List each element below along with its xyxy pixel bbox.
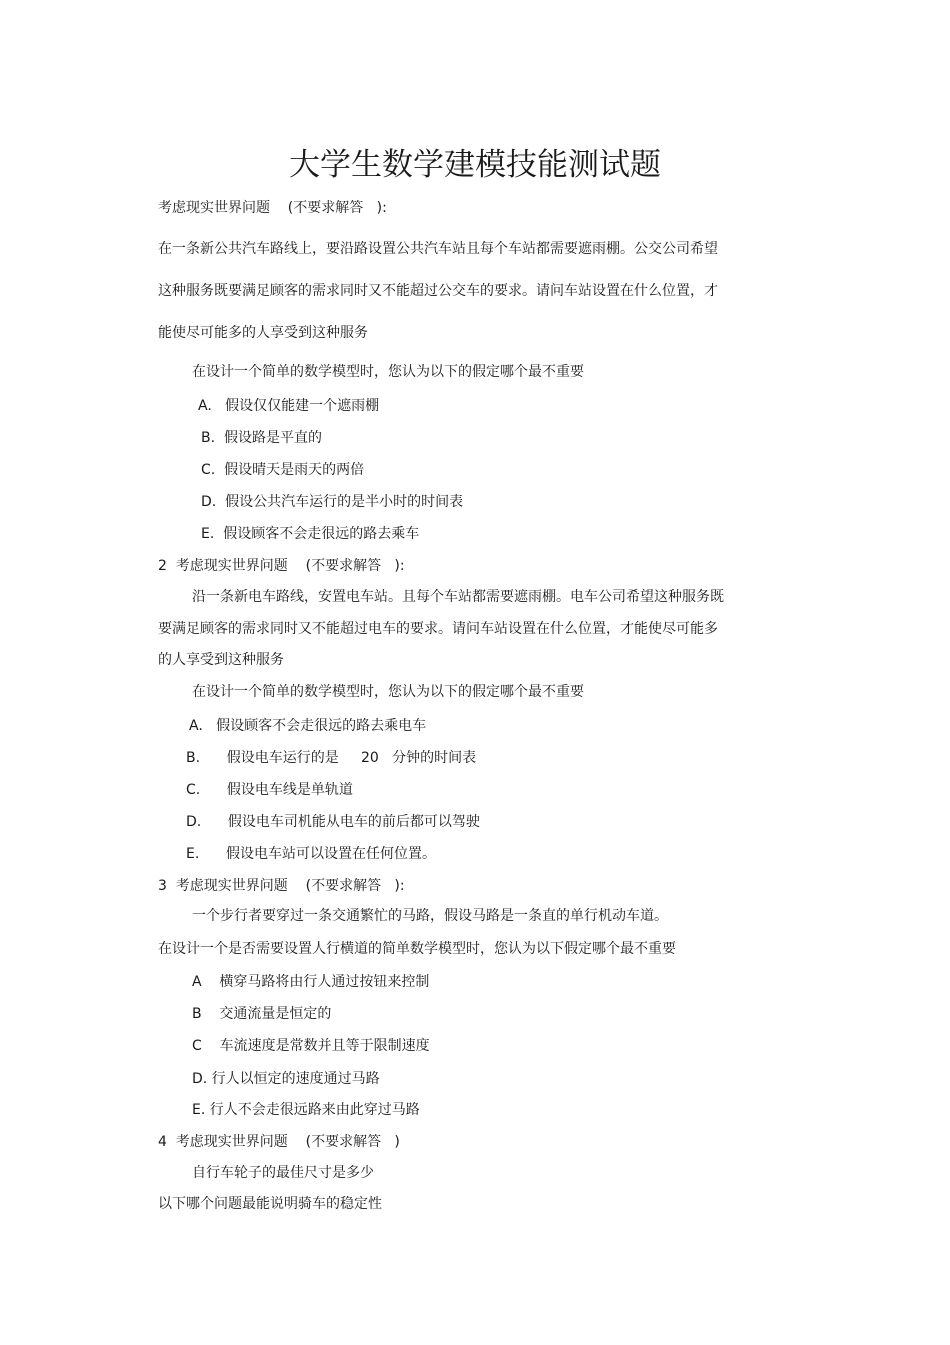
q1-option-b: B. 假设路是平直的 xyxy=(201,430,322,446)
q3-option-e: E. 行人不会走很远路来由此穿过马路 xyxy=(192,1102,420,1118)
q1-option-a: A. 假设仅仅能建一个遮雨棚 xyxy=(198,398,380,414)
q2-text-line-2: 要满足顾客的需求同时又不能超过电车的要求。请问车站设置在什么位置，才能使尽可能多 xyxy=(158,621,718,637)
q4-prompt: 以下哪个问题最能说明骑车的稳定性 xyxy=(158,1196,382,1212)
q3-option-c: C 车流速度是常数并且等于限制速度 xyxy=(192,1038,430,1054)
q1-option-e: E. 假设顾客不会走很远的路去乘车 xyxy=(201,526,420,542)
q3-option-b: B 交通流量是恒定的 xyxy=(192,1006,332,1022)
q2-text-line-3: 的人享受到这种服务 xyxy=(158,652,284,668)
q2-option-b: B. 假设电车运行的是 20 分钟的时间表 xyxy=(186,750,477,766)
q3-text-line-1: 一个步行者要穿过一条交通繁忙的马路，假设马路是一条直的单行机动车道。 xyxy=(192,908,668,924)
page-title: 大学生数学建模技能测试题 xyxy=(289,147,661,183)
q3-header: 3 考虑现实世界问题 (不要求解答 ): xyxy=(158,878,405,894)
q1-text-line-1: 在一条新公共汽车路线上，要沿路设置公共汽车站且每个车站都需要遮雨棚。公交公司希望 xyxy=(158,241,718,257)
q3-prompt: 在设计一个是否需要设置人行横道的简单数学模型时，您认为以下假定哪个最不重要 xyxy=(158,941,676,957)
q2-option-a: A. 假设顾客不会走很远的路去乘电车 xyxy=(189,718,427,734)
q4-header: 4 考虑现实世界问题 (不要求解答 ) xyxy=(158,1134,400,1150)
q1-option-d: D. 假设公共汽车运行的是半小时的时间表 xyxy=(201,494,464,510)
q4-text-line-1: 自行车轮子的最佳尺寸是多少 xyxy=(192,1165,374,1181)
q1-header: 考虑现实世界问题 (不要求解答 ): xyxy=(158,200,387,216)
q3-option-a: A 横穿马路将由行人通过按钮来控制 xyxy=(192,974,430,990)
q2-option-d: D. 假设电车司机能从电车的前后都可以驾驶 xyxy=(186,814,480,830)
q1-text-line-3: 能使尽可能多的人享受到这种服务 xyxy=(158,325,368,341)
q1-text-line-2: 这种服务既要满足顾客的需求同时又不能超过公交车的要求。请问车站设置在什么位置，才 xyxy=(158,283,718,299)
q2-header: 2 考虑现实世界问题 (不要求解答 ): xyxy=(158,558,405,574)
q2-option-c: C. 假设电车线是单轨道 xyxy=(186,782,353,798)
q2-text-line-1: 沿一条新电车路线，安置电车站。且每个车站都需要遮雨棚。电车公司希望这种服务既 xyxy=(192,589,724,605)
q1-option-c: C. 假设晴天是雨天的两倍 xyxy=(201,462,365,478)
q2-prompt: 在设计一个简单的数学模型时，您认为以下的假定哪个最不重要 xyxy=(192,684,584,700)
q2-option-e: E. 假设电车站可以设置在任何位置。 xyxy=(186,846,436,862)
q3-option-d: D. 行人以恒定的速度通过马路 xyxy=(192,1071,380,1087)
q1-prompt: 在设计一个简单的数学模型时，您认为以下的假定哪个最不重要 xyxy=(192,364,584,380)
